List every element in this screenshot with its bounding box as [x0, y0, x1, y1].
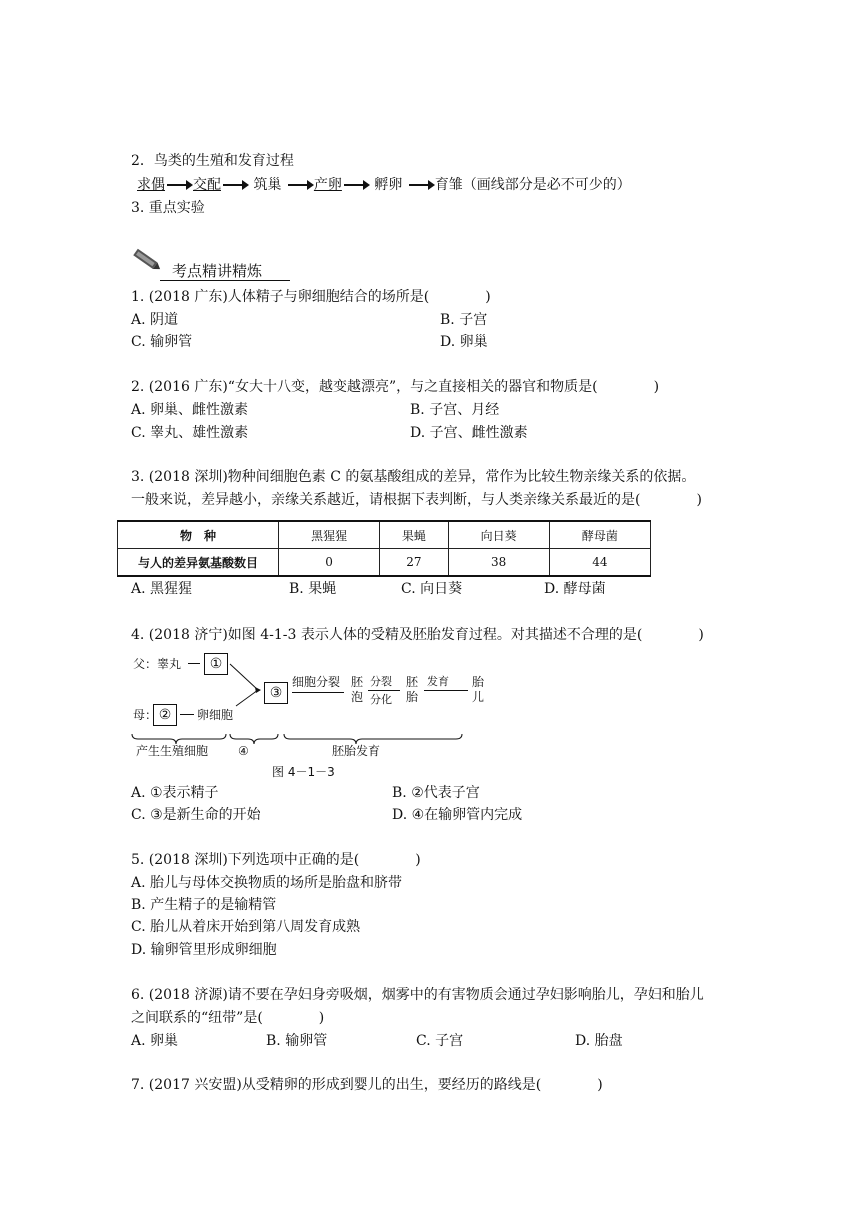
figure-caption: 图 4－1－3 — [272, 765, 335, 779]
q3-option-d[interactable]: D. 酵母菌 — [544, 581, 606, 597]
diagram-develop-label: 发育 — [427, 675, 449, 688]
diagram-embryo-label: 胚胎 — [406, 675, 419, 704]
q1-stem: 1. (2018 广东)人体精子与卵细胞结合的场所是( ) — [131, 289, 491, 305]
q1-option-a[interactable]: A. 阴道 — [131, 312, 179, 328]
q2-option-b[interactable]: B. 子宫、月经 — [410, 402, 500, 418]
step-nesting: 筑巢 — [253, 177, 282, 193]
q4-option-a[interactable]: A. ①表示精子 — [131, 785, 219, 801]
step-courtship: 求偶 — [137, 177, 165, 193]
pencil-icon — [131, 246, 163, 274]
arrow-icon — [288, 184, 312, 186]
q1-option-d[interactable]: D. 卵巢 — [440, 334, 488, 350]
q6-stem-line1: 6. (2018 济源)请不要在孕妇身旁吸烟，烟雾中的有害物质会通过孕妇影响胎儿，孕妇和胎儿 — [131, 987, 704, 1003]
diagram-arrow-line — [424, 690, 468, 691]
q3-stem-line2: 一般来说，差异越小，亲缘关系越近，请根据下表判断，与人类亲缘关系最近的是( ) — [131, 492, 702, 508]
diagram-development-label: 胚胎发育 — [332, 744, 381, 758]
q1-option-c[interactable]: C. 输卵管 — [131, 334, 193, 350]
diagram-mother-label: 母： — [133, 708, 158, 722]
q4-stem: 4. (2018 济宁)如图 4-1-3 表示人体的受精及胚胎发育过程。对其描述不合理的是( ) — [131, 627, 704, 643]
section-2-title: 2．鸟类的生殖和发育过程 — [131, 153, 294, 169]
section-3-title: 3. 重点实验 — [131, 200, 205, 216]
q3-option-a[interactable]: A. 黑猩猩 — [131, 581, 193, 597]
diagram-division-label: 细胞分裂 — [292, 675, 341, 689]
converge-arrows — [228, 660, 264, 710]
q5-option-a[interactable]: A. 胎儿与母体交换物质的场所是胎盘和脐带 — [131, 875, 403, 891]
table-cell: 44 — [549, 549, 650, 577]
diagram-box-3: ③ — [264, 682, 288, 704]
q3-option-c[interactable]: C. 向日葵 — [401, 581, 463, 597]
table-cell: 27 — [380, 549, 448, 577]
q3-option-b[interactable]: B. 果蝇 — [289, 581, 337, 597]
arrow-icon — [344, 184, 368, 186]
q7-stem: 7. (2017 兴安盟)从受精卵的形成到婴儿的出生，要经历的路线是( ) — [131, 1077, 603, 1093]
q1-option-b[interactable]: B. 子宫 — [440, 312, 488, 328]
table-header-cell: 果蝇 — [380, 521, 448, 549]
q2-option-a[interactable]: A. 卵巢、雌性激素 — [131, 402, 249, 418]
diagram-line — [188, 663, 200, 664]
table-row — [118, 549, 651, 577]
banner-title: 考点精讲精炼 — [172, 262, 263, 280]
table-header-cell: 物 种 — [118, 521, 279, 549]
q6-stem-line2: 之间联系的“纽带”是( ) — [131, 1010, 325, 1026]
table-header-cell: 黑猩猩 — [279, 521, 380, 549]
table-cell: 0 — [279, 549, 380, 577]
diagram-arrow-line — [292, 692, 344, 693]
diagram-split-label: 分裂 — [370, 675, 392, 688]
diagram-father-label: 父：睾丸 — [133, 657, 182, 671]
diagram-blastocyst-label: 胚泡 — [351, 675, 364, 704]
q5-option-c[interactable]: C. 胎儿从着床开始到第八周发育成熟 — [131, 919, 361, 935]
diagram-box-1: ① — [204, 653, 228, 675]
q2-option-d[interactable]: D. 子宫、雌性激素 — [410, 425, 528, 441]
amino-acid-table — [117, 520, 651, 577]
q2-stem: 2. (2016 广东)“女大十八变，越变越漂亮”，与之直接相关的器官和物质是( ) — [131, 379, 660, 395]
q6-option-b[interactable]: B. 输卵管 — [266, 1033, 328, 1049]
q6-option-d[interactable]: D. 胎盘 — [575, 1033, 623, 1049]
bird-process-row — [137, 176, 631, 194]
table-header-cell: 酵母菌 — [549, 521, 650, 549]
table-cell: 38 — [448, 549, 549, 577]
banner-underline — [160, 280, 290, 281]
diagram-label-4: ④ — [238, 744, 249, 758]
step-rearing: 育雏（画线部分是必不可少的） — [434, 177, 631, 193]
diagram-box-2: ② — [153, 704, 177, 726]
step-mating: 交配 — [193, 177, 221, 193]
q5-stem: 5. (2018 深圳)下列选项中正确的是( ) — [131, 852, 421, 868]
arrow-icon — [167, 184, 191, 186]
diagram-differentiate-label: 分化 — [370, 693, 392, 706]
diagram-egg-label: 卵细胞 — [197, 708, 234, 722]
table-cell: 与人的差异氨基酸数目 — [118, 549, 279, 577]
diagram-fetus-label: 胎儿 — [472, 675, 485, 704]
arrow-icon — [223, 184, 247, 186]
diagram-line — [180, 714, 194, 715]
step-laying: 产卵 — [313, 177, 342, 193]
diagram-gamete-label: 产生生殖细胞 — [136, 744, 209, 758]
arrow-icon — [409, 184, 433, 186]
step-incubation: 孵卵 — [374, 177, 403, 193]
q5-option-d[interactable]: D. 输卵管里形成卵细胞 — [131, 942, 277, 958]
q4-option-b[interactable]: B. ②代表子宫 — [392, 785, 480, 801]
table-header-cell: 向日葵 — [448, 521, 549, 549]
q5-option-b[interactable]: B. 产生精子的是输精管 — [131, 897, 277, 913]
table-row — [118, 521, 651, 549]
q6-option-a[interactable]: A. 卵巢 — [131, 1033, 179, 1049]
q3-stem-line1: 3. (2018 深圳)物种间细胞色素 C 的氨基酸组成的差异，常作为比较生物亲缘关系的依据。 — [131, 469, 696, 485]
q6-option-c[interactable]: C. 子宫 — [416, 1033, 464, 1049]
q4-option-d[interactable]: D. ④在输卵管内完成 — [392, 807, 523, 823]
q2-option-c[interactable]: C. 睾丸、雄性激素 — [131, 425, 249, 441]
q4-option-c[interactable]: C. ③是新生命的开始 — [131, 807, 261, 823]
